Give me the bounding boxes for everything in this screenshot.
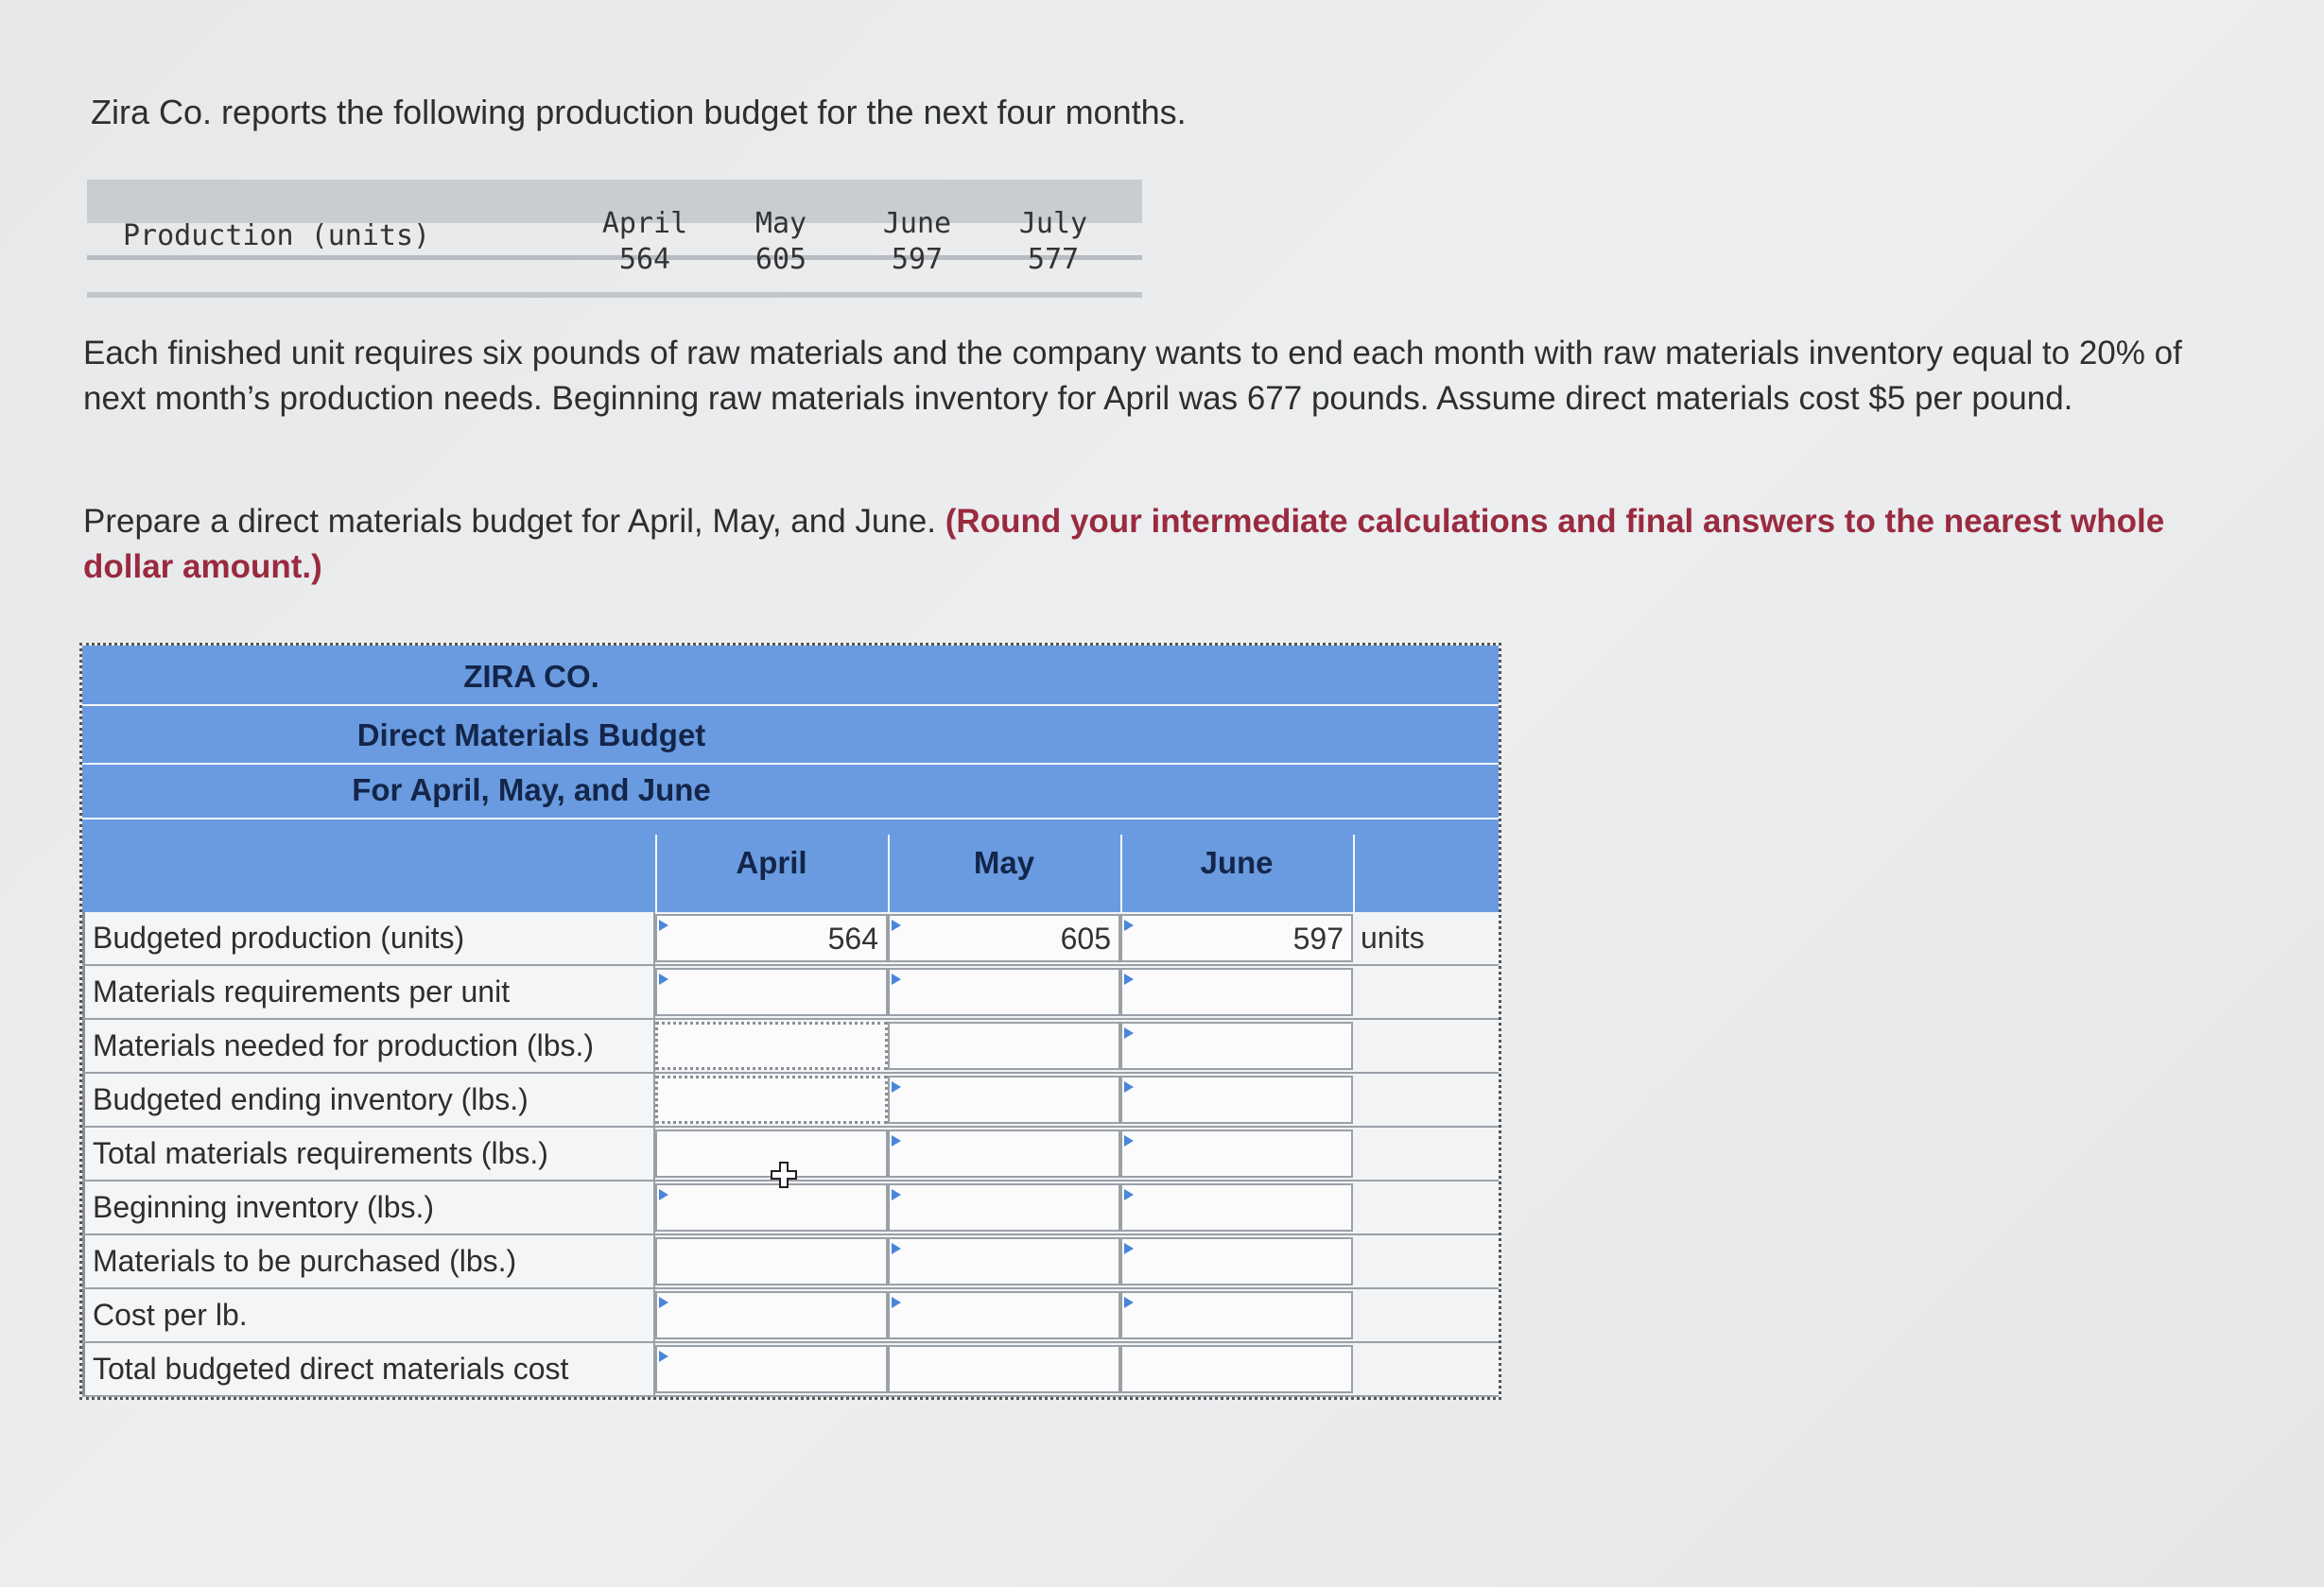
- april-ending-inventory-input[interactable]: [655, 1076, 888, 1124]
- may-cost-per-lb-input[interactable]: [888, 1291, 1120, 1339]
- april-total-cost-input[interactable]: [655, 1345, 888, 1393]
- plus-cursor-icon: [770, 1161, 798, 1189]
- unit-label: [1353, 1182, 1478, 1233]
- june-cost-per-lb-input[interactable]: [1120, 1291, 1353, 1339]
- budget-period: For April, May, and June: [352, 772, 711, 807]
- unit-label: [1353, 1343, 1478, 1395]
- month-label: July: [1018, 207, 1088, 240]
- instruction-text: Prepare a direct materials budget for April, May, and June.: [83, 503, 945, 540]
- unit-label: [1353, 1020, 1478, 1072]
- input-marker-icon: [1124, 1189, 1134, 1200]
- month-label: June: [882, 207, 952, 240]
- april-budgeted-production-input[interactable]: 564: [655, 914, 888, 962]
- may-total-requirements-input[interactable]: [888, 1130, 1120, 1178]
- budget-row-total-cost: [82, 1343, 1499, 1397]
- row-label: Cost per lb.: [82, 1289, 655, 1341]
- budget-row-materials-needed: [82, 1020, 1499, 1074]
- input-marker-icon: [892, 1297, 901, 1308]
- june-budgeted-production-input[interactable]: 597: [1120, 914, 1353, 962]
- production-value: 597: [891, 243, 944, 276]
- row-label: Beginning inventory (lbs.): [82, 1182, 655, 1233]
- may-materials-needed-input[interactable]: [888, 1022, 1120, 1070]
- budget-row-materials-to-purchase: [82, 1235, 1499, 1289]
- june-materials-needed-input[interactable]: [1120, 1022, 1353, 1070]
- april-materials-needed-input[interactable]: [655, 1022, 888, 1070]
- june-ending-inventory-input[interactable]: [1120, 1076, 1353, 1124]
- input-marker-icon: [892, 1081, 901, 1093]
- rounding-note: (Round your intermediate calculations and final answers to the nearest whole dollar amount.): [83, 503, 2165, 585]
- may-materials-to-purchase-input[interactable]: [888, 1237, 1120, 1285]
- direct-materials-budget-form: [79, 643, 1501, 1400]
- row-label: Budgeted ending inventory (lbs.): [82, 1074, 655, 1126]
- budget-row-beginning-inventory: [82, 1182, 1499, 1235]
- header-divider: [82, 704, 1499, 706]
- budget-header: [82, 646, 1499, 912]
- input-marker-icon: [1124, 1081, 1134, 1093]
- input-marker-icon: [892, 920, 901, 931]
- april-materials-to-purchase-input[interactable]: [655, 1237, 888, 1285]
- budget-row-ending-inventory: [82, 1074, 1499, 1128]
- production-table-bottom-rule: [87, 292, 1142, 298]
- april-materials-per-unit-input[interactable]: [655, 968, 888, 1016]
- intro-text: Zira Co. reports the following production budget for the next four months.: [91, 93, 1187, 131]
- may-beginning-inventory-input[interactable]: [888, 1183, 1120, 1232]
- budget-row-materials-per-unit: [82, 966, 1499, 1020]
- budget-row-cost-per-lb: [82, 1289, 1499, 1343]
- june-beginning-inventory-input[interactable]: [1120, 1183, 1353, 1232]
- problem-paragraph: Each finished unit requires six pounds of raw materials and the company wants to end each month with raw materials inventory equal to 20% of next month’s production needs. Beginning raw materials inventory for April was 677 pounds. Assume direct materials cost $5 per pound.: [83, 335, 2182, 417]
- unit-label: [1353, 1235, 1478, 1287]
- production-col-july: [997, 206, 1110, 278]
- row-label: Total materials requirements (lbs.): [82, 1128, 655, 1180]
- input-marker-icon: [1124, 920, 1134, 931]
- production-value: 577: [1027, 243, 1080, 276]
- header-divider: [82, 818, 1499, 819]
- production-value: 605: [754, 243, 807, 276]
- unit-label: [1353, 966, 1478, 1018]
- budget-company-name: ZIRA CO.: [463, 659, 599, 694]
- input-marker-icon: [892, 1243, 901, 1254]
- month-label: May: [754, 207, 807, 240]
- budget-row-budgeted-production: [82, 912, 1499, 966]
- instruction-paragraph: [83, 499, 2239, 590]
- row-label: Total budgeted direct materials cost: [82, 1343, 655, 1395]
- unit-label: [1353, 1289, 1478, 1341]
- production-col-june: [860, 206, 974, 278]
- june-materials-per-unit-input[interactable]: [1120, 968, 1353, 1016]
- input-marker-icon: [659, 1189, 668, 1200]
- may-budgeted-production-input[interactable]: 605: [888, 914, 1120, 962]
- input-marker-icon: [892, 1135, 901, 1147]
- column-header-may: May: [973, 845, 1035, 880]
- input-marker-icon: [1124, 1135, 1134, 1147]
- june-total-cost-input[interactable]: [1120, 1345, 1353, 1393]
- may-total-cost-input[interactable]: [888, 1345, 1120, 1393]
- input-marker-icon: [1124, 1243, 1134, 1254]
- input-marker-icon: [892, 1189, 901, 1200]
- row-label: Materials requirements per unit: [82, 966, 655, 1018]
- june-materials-to-purchase-input[interactable]: [1120, 1237, 1353, 1285]
- column-header-june: June: [1200, 845, 1274, 880]
- unit-label: [1353, 1128, 1478, 1180]
- unit-label: [1353, 1074, 1478, 1126]
- unit-label: units: [1361, 921, 1425, 955]
- column-header-april: April: [736, 845, 807, 880]
- may-materials-per-unit-input[interactable]: [888, 968, 1120, 1016]
- month-label: April: [601, 207, 688, 240]
- production-col-may: [724, 206, 838, 278]
- row-label: Materials to be purchased (lbs.): [82, 1235, 655, 1287]
- budget-title: Direct Materials Budget: [356, 717, 706, 752]
- may-ending-inventory-input[interactable]: [888, 1076, 1120, 1124]
- row-label: Budgeted production (units): [82, 912, 655, 964]
- input-marker-icon: [659, 920, 668, 931]
- header-divider: [82, 763, 1499, 765]
- input-marker-icon: [659, 974, 668, 985]
- production-value: 564: [618, 243, 671, 276]
- input-marker-icon: [659, 1297, 668, 1308]
- row-label: Materials needed for production (lbs.): [82, 1020, 655, 1072]
- april-cost-per-lb-input[interactable]: [655, 1291, 888, 1339]
- production-table: [87, 180, 1142, 298]
- input-marker-icon: [1124, 974, 1134, 985]
- input-marker-icon: [1124, 1297, 1134, 1308]
- input-marker-icon: [892, 974, 901, 985]
- production-row-label: Production (units): [123, 219, 431, 252]
- input-marker-icon: [659, 1351, 668, 1362]
- june-total-requirements-input[interactable]: [1120, 1130, 1353, 1178]
- input-marker-icon: [1124, 1027, 1134, 1039]
- production-col-april: [588, 206, 702, 278]
- april-beginning-inventory-input[interactable]: [655, 1183, 888, 1232]
